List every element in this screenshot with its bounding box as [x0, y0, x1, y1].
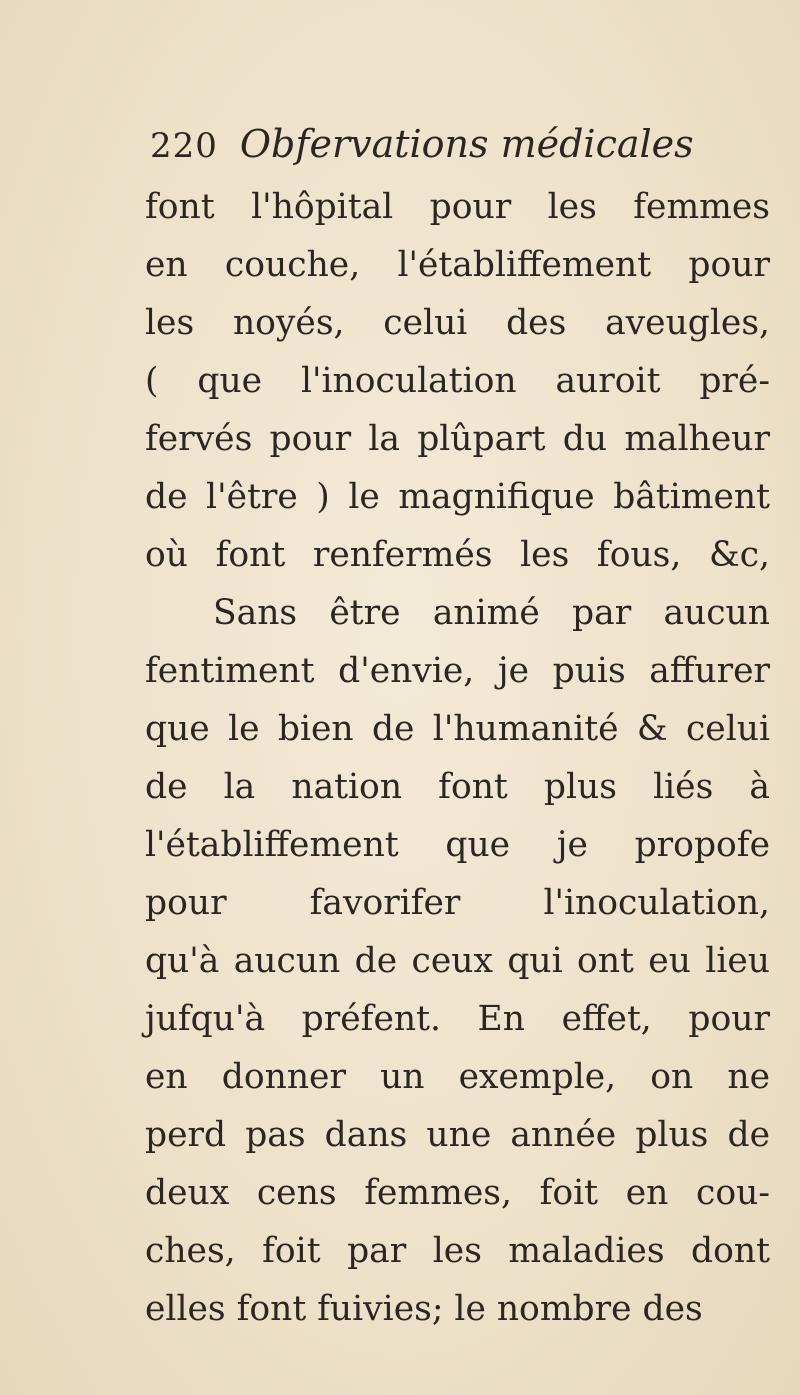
text-line: en couche, l'établiffement pour [145, 245, 770, 285]
text-line: de la nation font plus liés à [145, 767, 770, 807]
text-line: de l'être ) le magnifique bâtiment [145, 477, 770, 517]
page-header [150, 122, 694, 170]
text-line: fentiment d'envie, je puis affurer [145, 651, 770, 691]
text-line: font l'hôpital pour les femmes [145, 187, 770, 227]
text-line: jufqu'à préfent. En effet, pour [145, 999, 770, 1039]
text-line: que le bien de l'humanité & celui [145, 709, 770, 749]
text-line: en donner un exemple, on ne [145, 1057, 770, 1097]
text-line: les noyés, celui des aveugles, [145, 303, 770, 343]
text-line: où font renfermés les fous, &c, [145, 535, 770, 575]
text-line: ches, foit par les maladies dont [145, 1231, 770, 1271]
text-line: ( que l'inoculation auroit pré- [145, 361, 770, 401]
text-line: fervés pour la plûpart du malheur [145, 419, 770, 459]
text-line: qu'à aucun de ceux qui ont eu lieu [145, 941, 770, 981]
text-line: pour favorifer l'inoculation, [145, 883, 770, 923]
page-number: 220 [150, 126, 218, 166]
paragraph-start-line: Sans être animé par aucun [213, 593, 770, 633]
text-line: perd pas dans une année plus de [145, 1115, 770, 1155]
text-line: deux cens femmes, foit en cou- [145, 1173, 770, 1213]
text-line: elles font fuivies; le nombre des [145, 1289, 703, 1329]
text-line: l'établiffement que je propofe [145, 825, 770, 865]
running-title: Obfervations médicales [239, 122, 694, 166]
